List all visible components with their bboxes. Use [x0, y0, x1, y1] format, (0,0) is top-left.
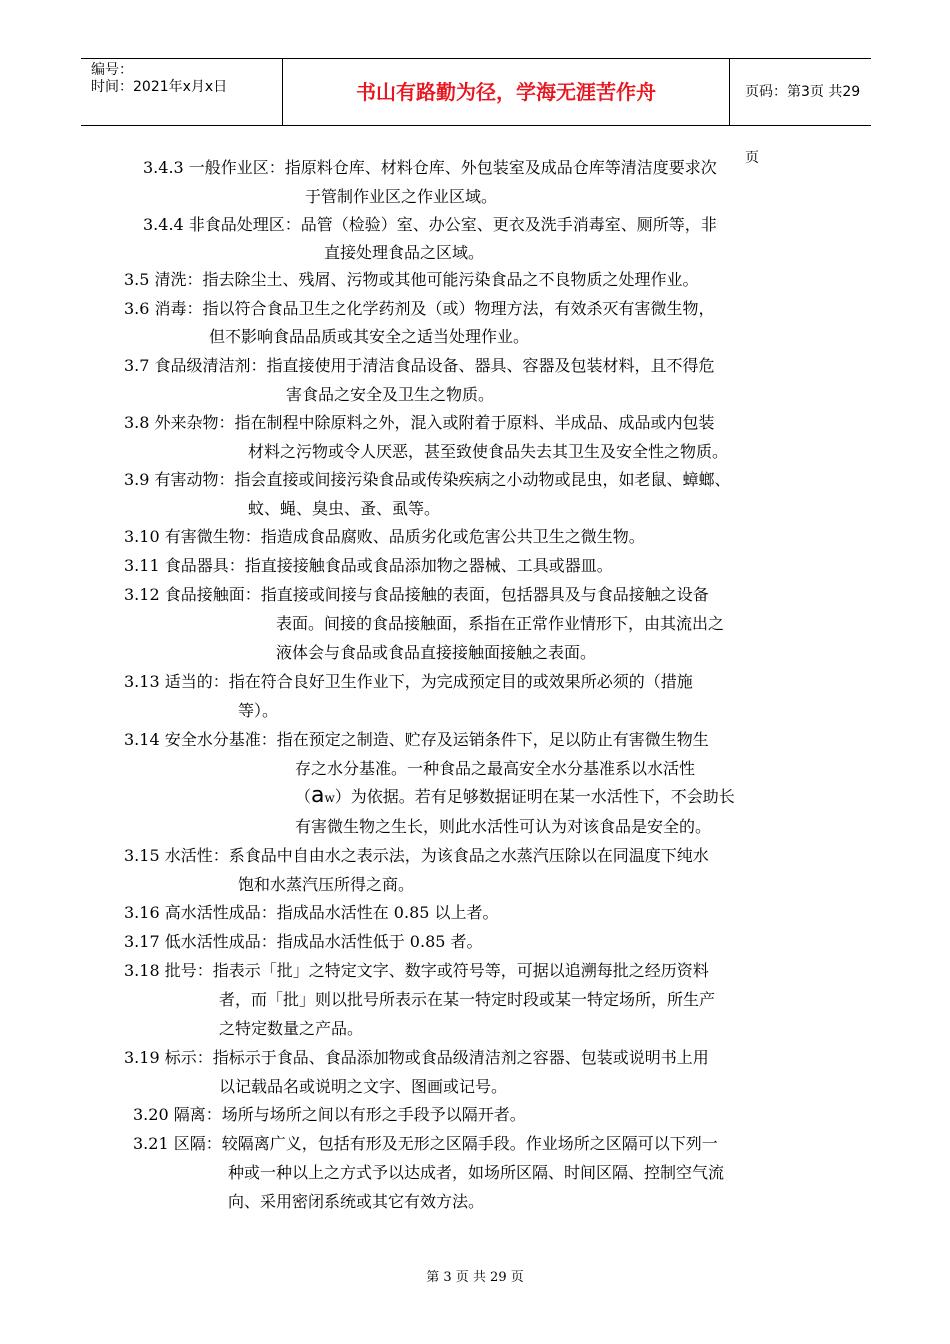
serial-label: 编号： [91, 62, 133, 78]
header-table [81, 58, 871, 166]
time-label: 时间：2021年x月x日 [91, 79, 228, 95]
aw-subscript: w [324, 791, 335, 805]
page-footer: 第 3 页 共 29 页 [426, 1270, 524, 1285]
header-meta-cell [81, 59, 283, 125]
water-activity-line: （aw）为依据。若有足够数据证明在某一水活性下，不会助长 [295, 783, 735, 808]
page-indicator: 页码：第3页 共29页 [745, 84, 861, 166]
motto: 书山有路勤为径，学海无涯苦作舟 [283, 59, 730, 125]
aw-symbol: a [311, 783, 325, 808]
